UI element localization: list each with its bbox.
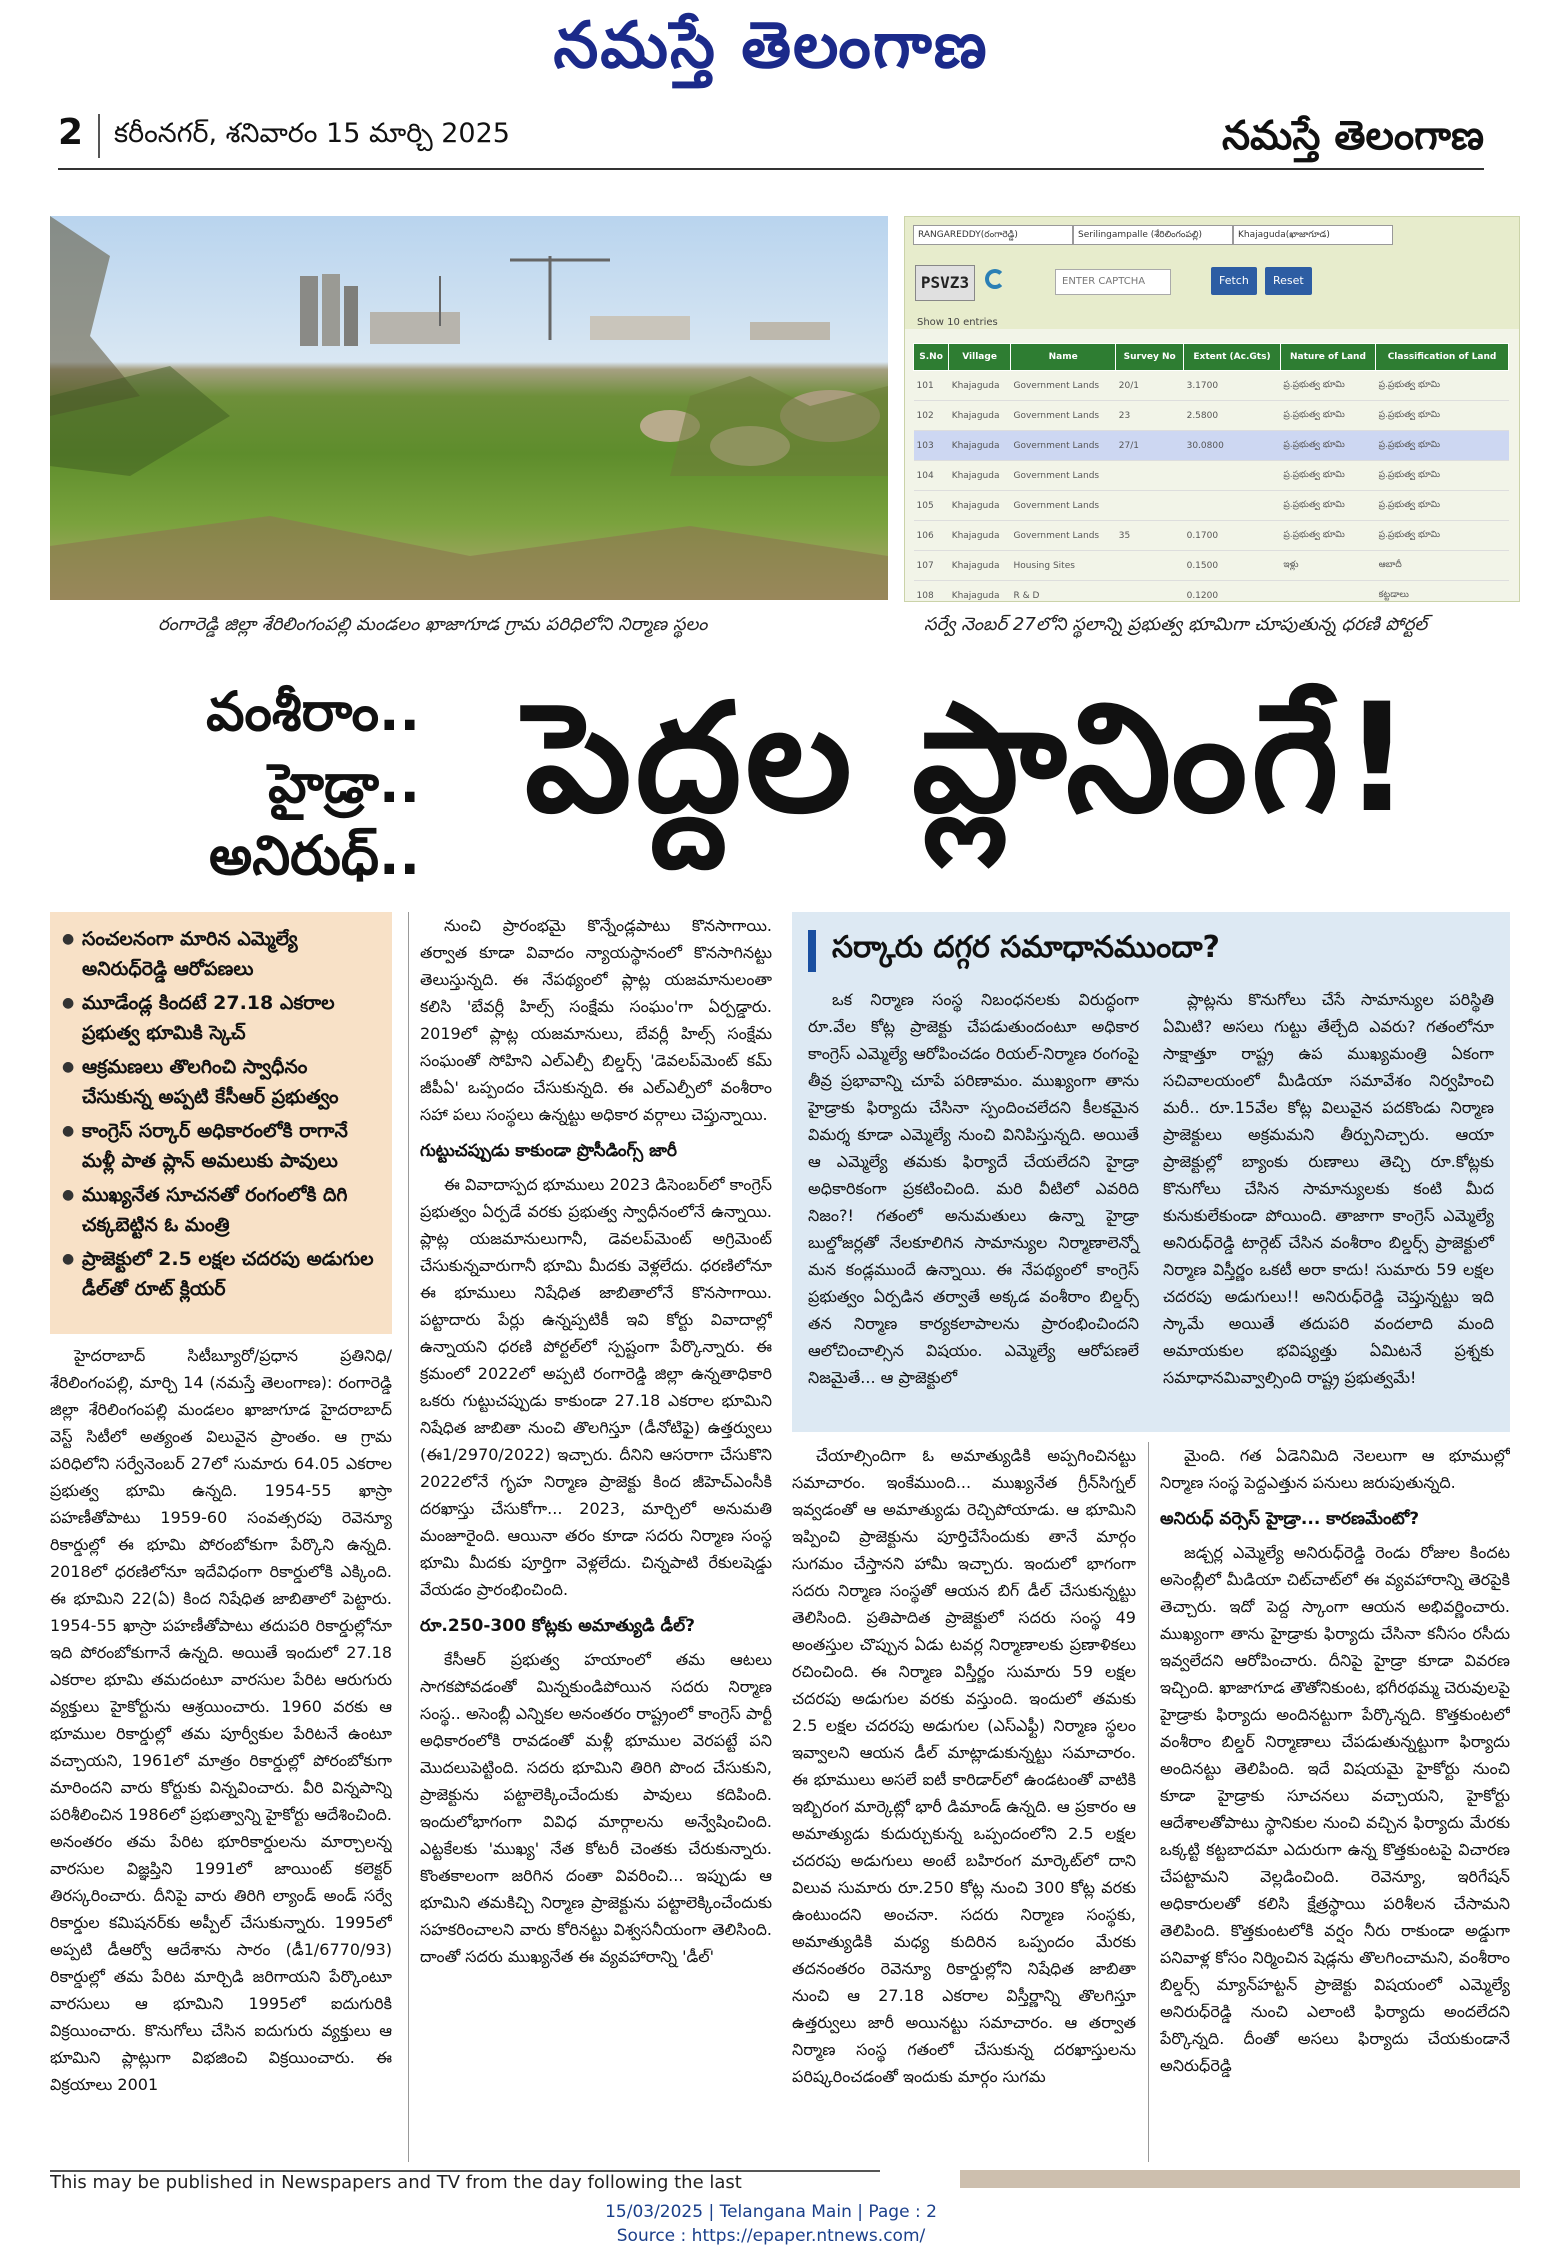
highlight-item: ● ఆక్రమణలు తొలగించి స్వాధీనం చేసుకున్న అప్పటి కేసీఆర్ ప్రభుత్వం [60,1052,382,1112]
table-cell: 0.1200 [1184,581,1281,603]
table-cell: ప్ర.ప్రభుత్వ భూమి [1376,461,1509,491]
article-column-4 [1160,1442,1510,2162]
article-column-3 [792,1442,1136,2162]
table-cell: Government Lands [1011,431,1116,461]
highlight-item: ● సంచలనంగా మారిన ఎమ్మెల్యే అనిరుధ్‌రెడ్డి ఆరోపణలు [60,924,382,984]
table-cell [1116,491,1184,521]
column-rule [408,912,409,2162]
article-paragraph: నుంచి ప్రారంభమై కొన్నేండ్లపాటు కొనసాగాయి. తర్వాత కూడా వివాదం న్యాయస్థానంలో కొనసాగినట్టు తెలుస్తున్నది. ఈ నేపథ్యంలో ప్లాట్ల యజమానులంతా కలిసి 'బేవర్లీ హిల్స్ సంక్షేమ సంఘం'గా ఏర్పడ్డారు. 2019లో ప్లాట్ల యజమానులు, బేవర్లీ హిల్స్ సంక్షేమ సంఘంతో సోహిని ఎల్ఎల్పీ బిల్డర్స్ 'డెవలప్‌మెంట్ కమ్ జీపీఏ' ఒప్పందం చేసుకున్నది. ఈ ఎల్ఎల్పీలో వంశీరాం సహా పలు సంస్థలు ఉన్నట్టు అధికార వర్గాలు చెప్తున్నాయి. [420,916,772,1124]
table-cell: Khajaguda [949,491,1011,521]
captcha-image: PSVZ3 [915,265,975,301]
table-cell: Khajaguda [949,371,1011,401]
headline-kicker-1: వంశీరాం.. [206,680,420,743]
table-cell: ప్ర.ప్రభుత్వ భూమి [1280,461,1375,491]
article-subheading: గుట్టుచప్పుడు కాకుండా ప్రొసీడింగ్స్ జారీ [420,1141,677,1161]
table-cell: 0.1700 [1184,521,1281,551]
table-cell: Government Lands [1011,401,1116,431]
table-cell: 30.0800 [1184,431,1281,461]
captcha-input: ENTER CAPTCHA [1055,269,1171,295]
table-cell: Government Lands [1011,491,1116,521]
sidebar-body [808,986,1494,1397]
headline-kicker-3: అనిరుధ్.. [209,824,420,887]
table-row [914,431,1509,461]
column-header: Extent (Ac.Gts) [1184,344,1281,371]
construction-site-illustration [50,216,888,600]
table-cell: ఆబాదీ [1376,551,1509,581]
highlight-item: ● మూడేండ్ల కిందటే 27.18 ఎకరాల ప్రభుత్వ భూమికి స్కెచ్ [60,988,382,1048]
dateline-divider [98,114,100,158]
masthead [0,0,1542,92]
masthead-logo: నమస్తే తెలంగాణ [553,8,989,83]
reset-button: Reset [1265,267,1312,295]
highlight-item: ● కాంగ్రెస్ సర్కార్ అధికారంలోకి రాగానే మళ్లీ పాత ప్లాన్ అమలుకు పావులు [60,1116,382,1176]
column-header: Nature of Land [1280,344,1375,371]
table-cell: 2.5800 [1184,401,1281,431]
table-cell: కట్టడాలు [1376,581,1509,603]
table-row [914,461,1509,491]
table-cell: ప్ర.ప్రభుత్వ భూమి [1280,521,1375,551]
table-cell: ప్ర.ప్రభుత్వ భూమి [1376,401,1509,431]
column-header: Name [1011,344,1116,371]
table-cell: 105 [914,491,949,521]
table-cell: 103 [914,431,949,461]
footer-edition-line: 15/03/2025 | Telangana Main | Page : 2 [605,2202,937,2222]
table-cell: 102 [914,401,949,431]
table-cell: Khajaguda [949,551,1011,581]
table-cell: 104 [914,461,949,491]
table-row [914,521,1509,551]
table-cell: ప్ర.ప్రభుత్వ భూమి [1280,371,1375,401]
dateline [58,108,1484,170]
table-row [914,581,1509,603]
table-header-row [914,344,1509,371]
sidebar-paragraph: ఒక నిర్మాణ సంస్థ నిబంధనలకు విరుద్ధంగా రూ.వేల కోట్ల ప్రాజెక్టు చేపడుతుందంటూ అధికార కాంగ్రెస్ ఎమ్మెల్యే ఆరోపించడం రియల్-నిర్మాణ రంగంపై తీవ్ర ప్రభావాన్ని చూపే పరిణామం. ముఖ్యంగా తాను హైడ్రాకు ఫిర్యాదు చేసినా స్పందించలేదని కీలకమైన విమర్శ కూడా ఎమ్మెల్యే నుంచి వినిపిస్తున్నది. అయితే ఆ ఎమ్మెల్యే తమకు ఫిర్యాదే చేయలేదని హైడ్రా అధికారికంగా ప్రకటించింది. మరి వీటిలో ఎవరిది నిజం?! గతంలో అనుమతులు ఉన్నా హైడ్రా బుల్డోజర్లతో నేలకూలిగిన సామాన్యుల నిర్మాణాలెన్నో మన కండ్లముందే ఉన్నాయి. ఈ నేపథ్యంలో కాంగ్రెస్ ప్రభుత్వం ఏర్పడిన తర్వాతే అక్కడ వంశీరాం బిల్డర్స్ తన నిర్మాణ కార్యకలాపాలను ప్రారంభించిందని ఆలోచించాల్సిన విషయం. ఎమ్మెల్యే ఆరోపణలే నిజమైతే... ఆ ప్రాజెక్టులో [808,990,1139,1387]
page-number: 2 [58,112,84,153]
table-cell: 106 [914,521,949,551]
table-cell: 108 [914,581,949,603]
table-cell [1116,551,1184,581]
table-cell: 107 [914,551,949,581]
article-paragraph: హైదరాబాద్ సిటీబ్యూరో/ప్రధాన ప్రతినిధి/శేరిలింగంపల్లి, మార్చి 14 (నమస్తే తెలంగాణ): రంగారెడ్డి జిల్లా శేరిలింగంపల్లి మండలం ఖాజాగూడ హైదరాబాద్ వెస్ట్ సిటీలో అత్యంత విలువైన ప్రాంతం. ఆ గ్రామ పరిధిలోని సర్వేనెంబర్ 27లో సుమారు 64.05 ఎకరాల ప్రభుత్వ భూమి ఉన్నది. 1954-55 ఖాస్రా పహణీతోపాటు 1959-60 సంవత్సరపు రెవెన్యూ రికార్డుల్లో ఈ భూమి పోరంబోకుగా పేర్కొని ఉన్నది. 2018లో ధరణిలోనూ ఇదేవిధంగా రికార్డులోకి ఎక్కింది. ఈ భూమిని 22(ఏ) కింద నిషేధిత జాబితాలో పెట్టారు. 1954-55 ఖాస్రా పహణీతోపాటు తదుపరి రికార్డుల్లోనూ ఇది పోరంబోకుగానే ఉన్నది. అయితే ఇందులో 27.18 ఎకరాల భూమి తమదంటూ వారసుల పేరిట ఆరుగురు వ్యక్తులు హైకోర్టును ఆశ్రయించారు. 1960 వరకు ఆ భూముల రికార్డుల్లో తమ పూర్వీకుల పేరిటనే ఉంటూ వచ్చాయని, 1961లో మాత్రం రికార్డుల్లో పోరంబోకుగా మారిందని వారు కోర్టుకు విన్నవించారు. వీరి విన్నపాన్ని పరిశీలించిన 1986లో ప్రభుత్వాన్ని హైకోర్టు ఆదేశించింది. అనంతరం తమ పేరిట భూరికార్డులను మార్చాలన్న వారసుల విజ్ఞప్తిని 1991లో జాయింట్ కలెక్టర్ తిరస్కరించారు. దీనిపై వారు తిరిగి ల్యాండ్ అండ్ సర్వే రికార్డుల కమిషనర్‌కు అప్పీల్ చేసుకున్నారు. 1995లో అప్పటి డీఆర్వో ఆదేశాను సారం (డీ1/6770/93) రికార్డుల్లో తమ పేరిట మార్చిడి జరిగాయని పేర్కొంటూ వారసులు ఆ భూమిని 1995లో ఐదుగురికి విక్రయించారు. కొనుగోలు చేసిన ఐదుగురు వ్యక్తులు ఆ భూమిని ప్లాట్లుగా విభజించి విక్రయించారు. ఈ విక్రయాలు 2001 [50,1346,392,2094]
table-cell: ప్ర.ప్రభుత్వ భూమి [1280,431,1375,461]
mandal-select: Serilingampalle (శేరిలింగంపల్లి) [1073,225,1233,245]
table-cell: ప్ర.ప్రభుత్వ భూమి [1376,491,1509,521]
table-cell: Khajaguda [949,401,1011,431]
article-subheading: రూ.250-300 కోట్లకు అమాత్యుడి డీల్? [420,1616,695,1636]
headline-kicker-2: హైడ్రా.. [268,752,420,815]
construction-site-photo [50,216,888,600]
table-cell: Khajaguda [949,521,1011,551]
table-cell: Khajaguda [949,581,1011,603]
column-header: Classification of Land [1376,344,1509,371]
footer-notice: This may be published in Newspapers and TV from the day following the last [50,2170,880,2194]
table-cell: Government Lands [1011,521,1116,551]
table-cell: Government Lands [1011,371,1116,401]
village-select: Khajaguda(ఖాజాగూడ) [1233,225,1393,245]
land-records-table [913,343,1509,602]
column-rule [1148,1442,1149,2162]
table-cell: ప్ర.ప్రభుత్వ భూమి [1280,491,1375,521]
dateline-text: కరీంనగర్, శనివారం 15 మార్చి 2025 [114,118,510,149]
table-cell: ఇళ్లు [1280,551,1375,581]
sidebar-paragraph: ప్లాట్లను కొనుగోలు చేసే సామాన్యుల పరిస్థితి ఏమిటి? అసలు గుట్టు తేల్చేది ఎవరు? గతంలోనూ సాక్షాత్తూ రాష్ట్ర ఉప ముఖ్యమంత్రి ఏకంగా సచివాలయంలో మీడియా సమావేశం నిర్వహించి మరీ.. రూ.15వేల కోట్ల విలువైన పదకొండు నిర్మాణ ప్రాజెక్టులు అక్రమమని తీర్పునిచ్చారు. ఆయా ప్రాజెక్టుల్లో బ్యాంకు రుణాలు తెచ్చి రూ.కోట్లకు కొనుగోలు చేసిన సామాన్యులకు కంటి మీద కునుకులేకుండా పోయింది. తాజాగా కాంగ్రెస్ ఎమ్మెల్యే అనిరుధ్‌రెడ్డి టార్గెట్ చేసిన వంశీరాం బిల్డర్స్ ప్రాజెక్టులో నిర్మాణ విస్తీర్ణం ఒకటీ అరా కాదు! సుమారు 59 లక్షల చదరపు అడుగులు!! అనిరుధ్‌రెడ్డి చెప్తున్నట్టు ఇది స్కామే అయితే తదుపరి వందలాది మంది అమాయకుల భవిష్యత్తు ఏమిటనే ప్రశ్నకు సమాధానమివ్వాల్సింది రాష్ట్ర ప్రభుత్వమే! [1163,990,1494,1387]
dharani-portal-screenshot [904,216,1520,602]
article-paragraph: జడ్చర్ల ఎమ్మెల్యే అనిరుధ్‌రెడ్డి రెండు రోజుల కిందట అసెంబ్లీలో మీడియా చిట్‌చాట్‌లో ఈ వ్యవహారాన్ని తెరపైకి తెచ్చారు. ఇదో పెద్ద స్కాంగా ఆయన అభివర్ణించారు. ముఖ్యంగా తాను హైడ్రాకు ఫిర్యాదు చేసినా కనీసం రసీదు ఇవ్వలేదని ఆరోపించారు. దీనిపై హైడ్రా కూడా వివరణ ఇచ్చింది. ఖాజాగూడ తౌతోనికుంట, భగీరథమ్మ చెరువులపై హైడ్రాకు ఫిర్యాదు అందినట్టుగా పేర్కొన్నది. కొత్తకుంటలో వంశీరాం బిల్డర్ నిర్మాణాలు చేపడుతున్నట్టుగా ఫిర్యాదు అందినట్టు తెలిపింది. ఇదే విషయమై హైకోర్టు నుంచి కూడా హైడ్రాకు సూచనలు వచ్చాయని, హైకోర్టు ఆదేశాలతోపాటు స్థానికుల నుంచి వచ్చిన ఫిర్యాదు మేరకు ఒక్కట్టి కట్టబాదమా ఎదురుగా ఉన్న కొత్తకుంటపై విచారణ చేపట్టామని వెల్లడించింది. రెవెన్యూ, ఇరిగేషన్ అధికారులతో కలిసి క్షేత్రస్థాయి పరిశీలన చేసామని తెలిపింది. కొత్తకుంటలోకి వర్షం నీరు రాకుండా అడ్డుగా పనివాళ్ల కోసం నిర్మించిన షెడ్లను తొలగించామని, వంశీరాం బిల్డర్స్ మ్యాన్‌హట్టన్ ప్రాజెక్టు విషయంలో ఎమ్మెల్యే అనిరుధ్‌రెడ్డి నుంచి ఎలాంటి ఫిర్యాదు అందలేదని పేర్కొన్నది. దీంతో అసలు ఫిర్యాదు చేయకుండానే అనిరుధ్‌రెడ్డి [1160,1543,1510,2075]
article-paragraph: కేసీఆర్ ప్రభుత్వ హయాంలో తమ ఆటలు సాగకపోవడంతో మిన్నకుండిపోయిన సదరు నిర్మాణ సంస్థ.. అసెంబ్లీ ఎన్నికల అనంతరం రాష్ట్రంలో కాంగ్రెస్ పార్టీ అధికారంలోకి రావడంతో మళ్లీ భూముల వెరపట్టే పని మొదలుపెట్టింది. సదరు భూమిని తిరిగి పొంద చేసుకుని, ప్రాజెక్టును పట్టాలెక్కించేందుకు పావులు కదిపింది. ఇందులోభాగంగా వివిధ మార్గాలను అన్వేషించింది. ఎట్టకేలకు 'ముఖ్య' నేత కోటరీ చెంతకు చేరుకున్నారు. కొంతకాలంగా జరిగిన దంతా వివరించి... ఇప్పుడు ఆ భూమిని తమకిచ్చి నిర్మాణ ప్రాజెక్టును పట్టాలెక్కించేందుకు సహకరించాలని వారు కోరినట్టు విశ్వసనీయంగా తెలిసింది. దాంతో సదరు ముఖ్యనేత ఈ వ్యవహారాన్ని 'డీల్' [420,1650,772,1966]
table-cell: 23 [1116,401,1184,431]
table-cell: R & D [1011,581,1116,603]
column-header: Village [949,344,1011,371]
table-cell: ప్ర.ప్రభుత్వ భూమి [1376,521,1509,551]
table-cell: 0.1500 [1184,551,1281,581]
sidebar-title: సర్కారు దగ్గర సమాధానముందా? [808,930,1494,972]
table-cell [1280,581,1375,603]
table-row [914,401,1509,431]
sidebar-box [792,912,1510,1432]
portal-search-panel [905,217,1519,329]
table-row [914,371,1509,401]
highlight-item: ● ముఖ్యనేత సూచనతో రంగంలోకి దిగి చక్కబెట్టిన ఓ మంత్రి [60,1180,382,1240]
table-cell [1116,581,1184,603]
table-cell: 35 [1116,521,1184,551]
footer-ad-strip [960,2170,1520,2188]
footer-source-line: Source : https://epaper.ntnews.com/ [616,2226,926,2246]
table-cell: 101 [914,371,949,401]
table-cell: ప్ర.ప్రభుత్వ భూమి [1376,371,1509,401]
column-header: S.No [914,344,949,371]
article-column-2 [420,912,772,2162]
table-cell: 3.1700 [1184,371,1281,401]
highlights-box [50,912,392,1334]
table-cell [1184,461,1281,491]
article-paragraph: ఈ వివాదాస్పద భూములు 2023 డిసెంబర్‌లో కాంగ్రెస్ ప్రభుత్వం ఏర్పడే వరకు ప్రభుత్వ స్వాధీనంలోనే ఉన్నాయి. ప్లాట్ల యజమానులుగానీ, డెవలప్‌మెంట్ అగ్రిమెంట్ చేసుకున్నవారుగానీ భూమి మీదకు వెళ్లలేదు. ధరణిలోనూ ఈ భూములు నిషేధిత జాబితాలోనే కొనసాగాయి. పట్టాదారు పేర్లు ఉన్నప్పటికీ ఇవి కోర్టు వివాదాల్లో ఉన్నాయని ధరణి పోర్టల్‌లో స్పష్టంగా పేర్కొన్నారు. ఈ క్రమంలో 2022లో అప్పటి రంగారెడ్డి జిల్లా ఉన్నతాధికారి ఒకరు గుట్టుచప్పుడు కాకుండా 27.18 ఎకరాల భూమిని నిషేధిత జాబితా నుంచి తొలగిస్తూ (డీనోటిఫై) ఉత్తర్వులు (ఈ1/2970/2022) ఇచ్చారు. దీనిని ఆసరాగా చేసుకొని 2022లోనే గృహ నిర్మాణ ప్రాజెక్టు కింద జీహెచ్ఎంసీకి దరఖాస్తు చేసుకోగా... 2023, మార్చిలో అనుమతి మంజూరైంది. ఆయినా తరం కూడా సదరు నిర్మాణ సంస్థ భూమి మీదకు పూర్తిగా వెళ్లలేదు. చిన్నపాటి రేకులషెడ్డు వేయడం ప్రారంభించింది. [420,1175,772,1599]
table-cell: Government Lands [1011,461,1116,491]
table-cell: Khajaguda [949,431,1011,461]
table-cell: 27/1 [1116,431,1184,461]
table-row [914,551,1509,581]
article-column-1 [50,1342,392,2162]
photo-caption-right: సర్వే నెంబర్ 27లోని స్థలాన్ని ప్రభుత్వ భూమిగా చూపుతున్న ధరణి పోర్టల్ [924,614,1428,635]
article-paragraph: మైంది. గత ఏడెనిమిది నెలలుగా ఆ భూముల్లో నిర్మాణ సంస్థ పెద్దఎత్తున పనులు జరుపుతున్నది. [1160,1446,1510,1492]
table-cell: ప్ర.ప్రభుత్వ భూమి [1376,431,1509,461]
column-header: Survey No [1116,344,1184,371]
headline-main: పెద్దల ప్లానింగే! [524,672,1416,846]
table-row [914,491,1509,521]
footer-info [0,2200,1542,2248]
photo-caption-left: రంగారెడ్డి జిల్లా శేరిలింగంపల్లి మండలం ఖాజాగూడ గ్రామ పరిధిలోని నిర్మాణ స్థలం [158,614,708,635]
district-select: RANGAREDDY(రంగారెడ్డి) [913,225,1073,245]
fetch-button: Fetch [1211,267,1257,295]
article-paragraph: చేయాల్సిందిగా ఓ అమాత్యుడికి అప్పగించినట్టు సమాచారం. ఇంకేముంది... ముఖ్యనేత గ్రీన్‌సిగ్నల్ ఇవ్వడంతో ఆ అమాత్యుడు రెచ్చిపోయాడు. ఆ భూమిని ఇప్పించి ప్రాజెక్టును పూర్తిచేసేందుకు తానే మార్గం సుగమం చేస్తానని హామీ ఇచ్చారు. ఇందులో భాగంగా సదరు నిర్మాణ సంస్థతో ఆయన బిగ్ డీల్ చేసుకున్నట్టు తెలిసింది. ప్రతిపాదిత ప్రాజెక్టులో సదరు సంస్థ 49 అంతస్తుల చొప్పున ఏడు టవర్ల నిర్మాణాలకు ప్రణాళికలు రచించింది. ఈ నిర్మాణ విస్తీర్ణం సుమారు 59 లక్షల చదరపు అడుగుల వరకు వస్తుంది. ఇందులో తమకు 2.5 లక్షల చదరపు అడుగుల (ఎస్ఎఫ్టీ) నిర్మాణ స్థలం ఇవ్వాలని ఆయన డీల్ మాట్లాడుకున్నట్టు సమాచారం. ఈ భూములు అసలే ఐటీ కారిడార్‌లో ఉండటంతో వాటికి ఇబ్బిరంగ మార్కెట్లో భారీ డిమాండ్ ఉన్నది. ఆ ప్రకారం ఆ అమాత్యుడు కుదుర్చుకున్న ఒప్పందంలోని 2.5 లక్షల చదరపు అడుగులు అంటే బహిరంగ మార్కెట్‌లో దాని విలువ సుమారు రూ.250 కోట్ల నుంచి 300 కోట్ల వరకు ఉంటుందని అంచనా. సదరు నిర్మాణ సంస్థకు, అమాత్యుడికి మధ్య కుదిరిన ఒప్పందం మేరకు తదనంతరం రెవెన్యూ రికార్డుల్లోని నిషేధిత జాబితా నుంచి ఆ 27.18 ఎకరాల విస్తీర్ణాన్ని తొలగిస్తూ ఉత్తర్వులు జారీ అయినట్టు సమాచారం. ఆ తర్వాత నిర్మాణ సంస్థ గతంలో చేసుకున్న దరఖాస్తులను పరిష్కరించడంతో ఇందుకు మార్గం సుగమ [792,1446,1136,2086]
table-cell: Khajaguda [949,461,1011,491]
refresh-icon [985,269,1005,289]
table-cell: ప్ర.ప్రభుత్వ భూమి [1280,401,1375,431]
table-cell: 20/1 [1116,371,1184,401]
table-cell: Housing Sites [1011,551,1116,581]
entries-selector: Show 10 entries [917,317,998,328]
dateline-logo: నమస్తే తెలంగాణ [1221,112,1484,159]
highlight-item: ● ప్రాజెక్టులో 2.5 లక్షల చదరపు అడుగుల డీల్‌తో రూట్ క్లియర్ [60,1244,382,1304]
table-cell [1116,461,1184,491]
article-subheading: అనిరుధ్ వర్సెస్ హైడ్రా... కారణమేంటో? [1160,1509,1420,1529]
table-cell [1184,491,1281,521]
